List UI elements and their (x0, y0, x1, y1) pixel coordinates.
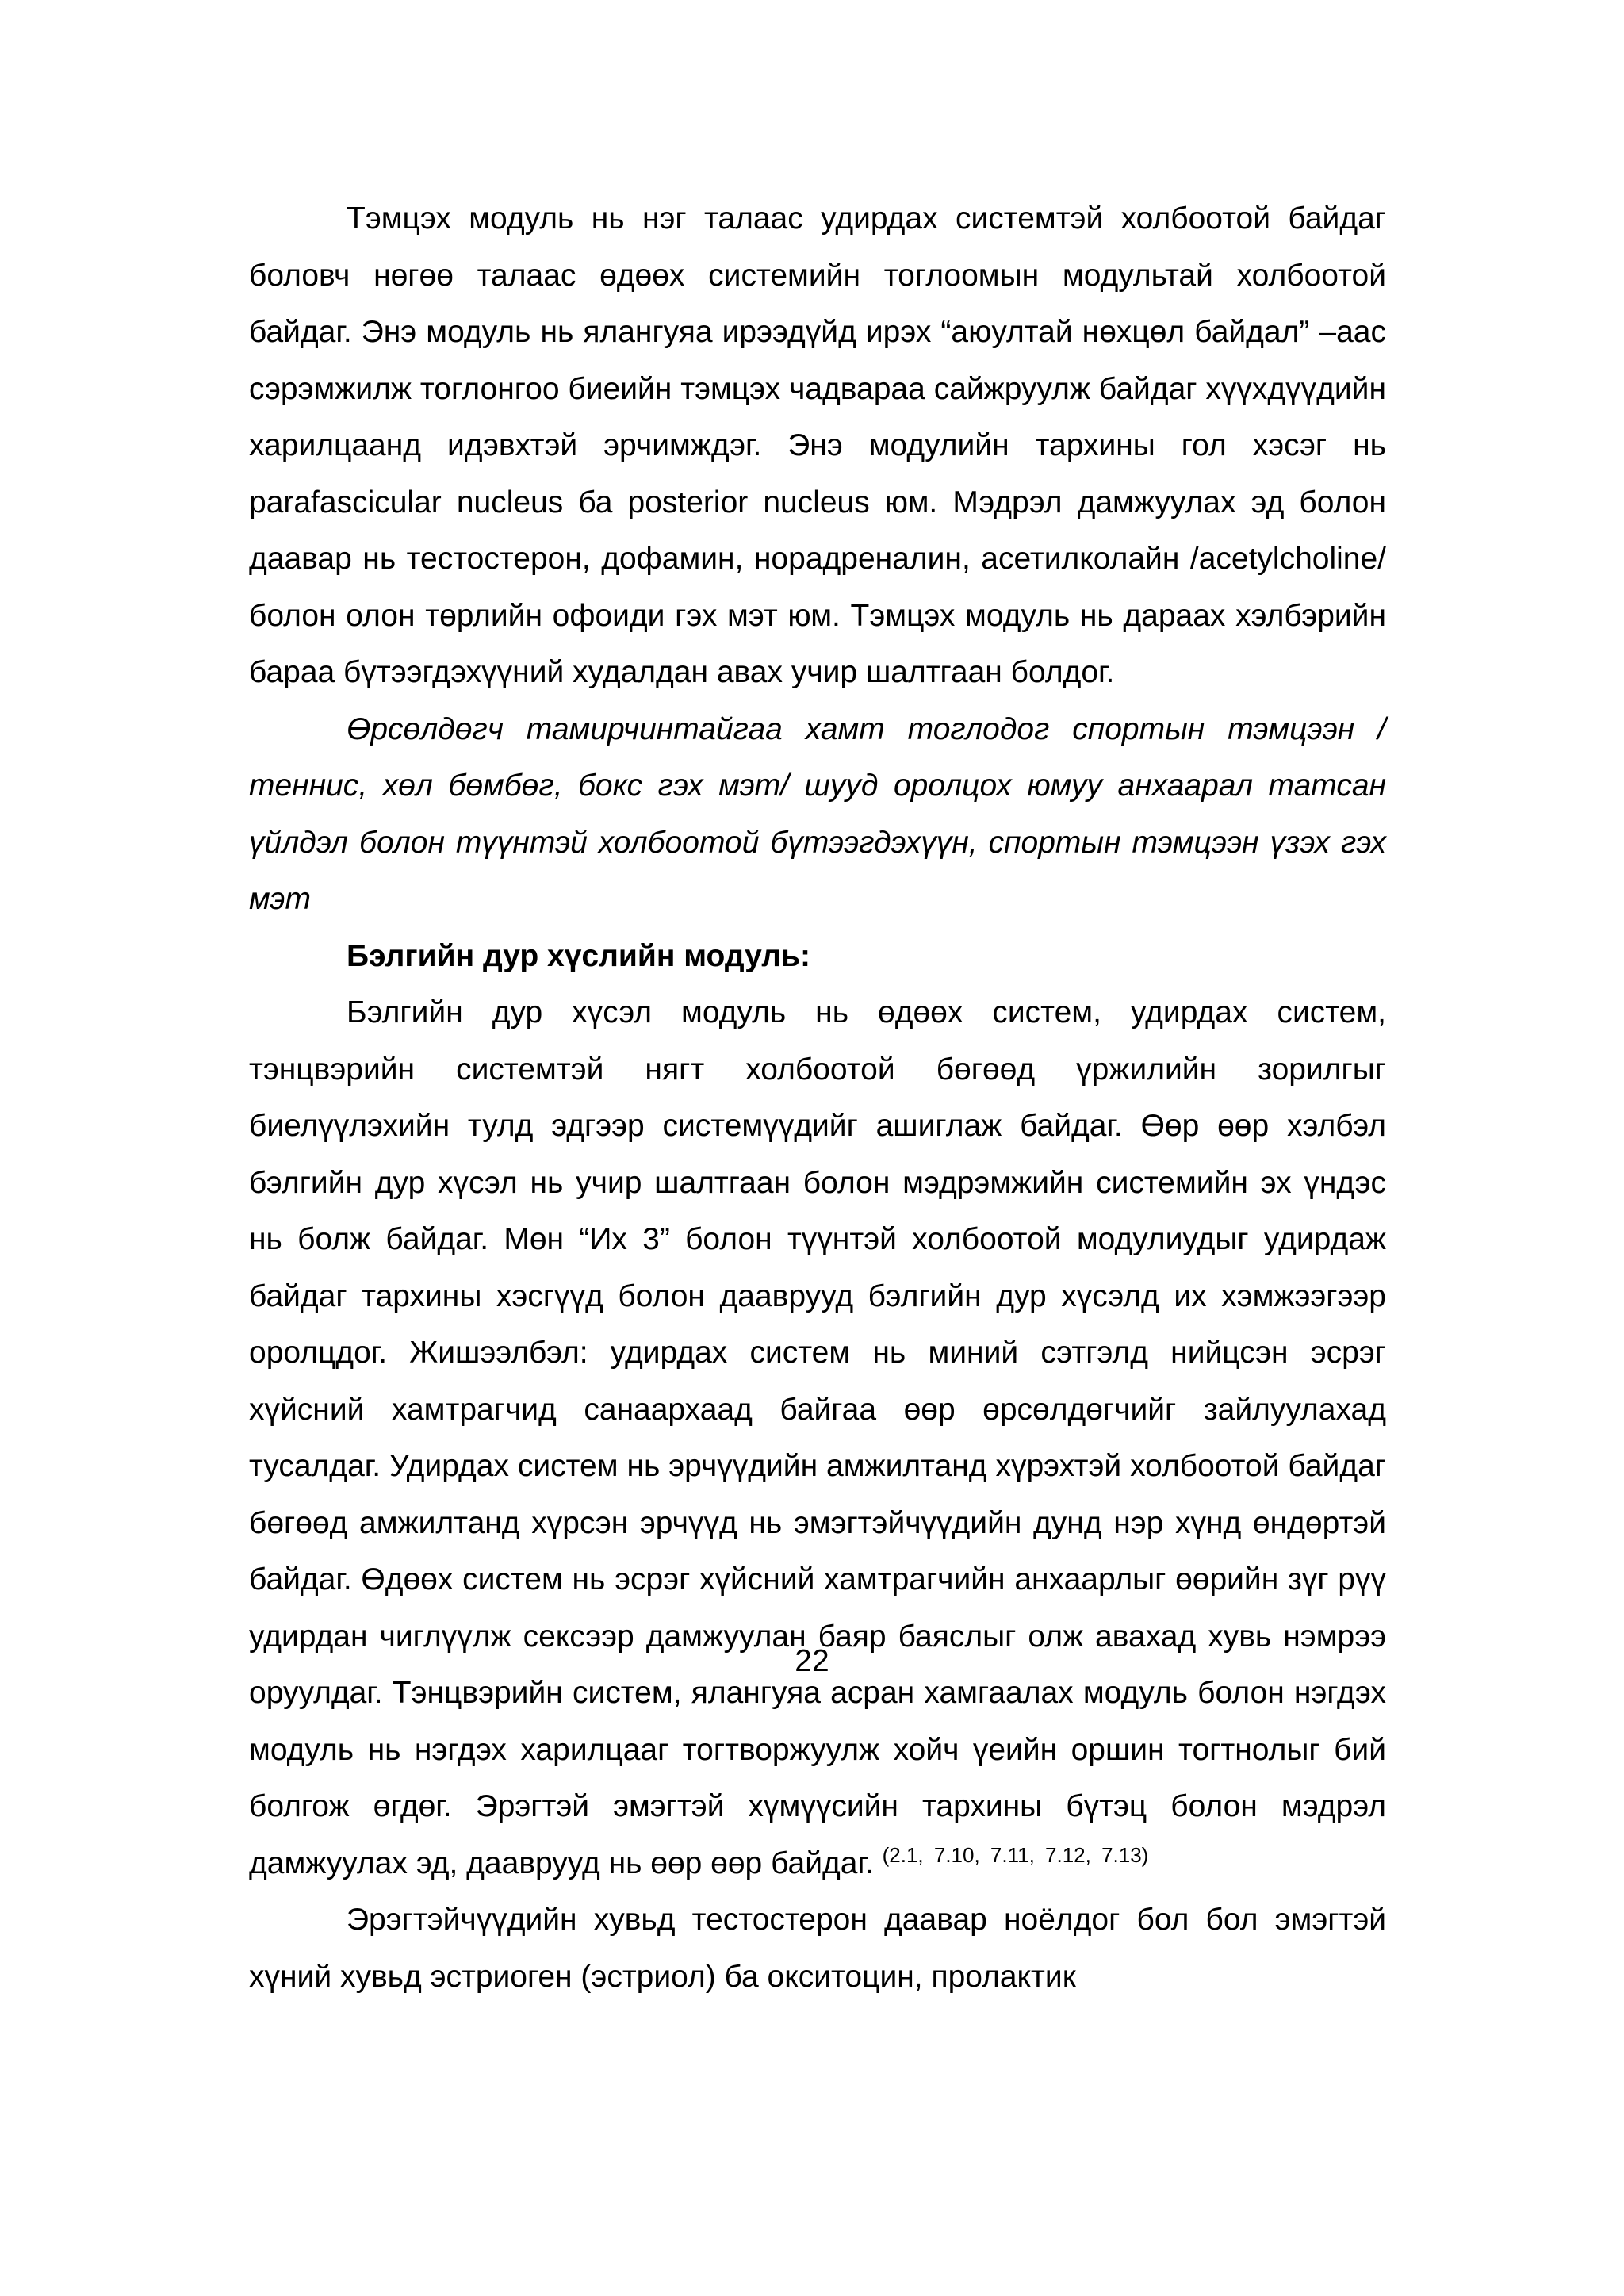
paragraph-fight-module: Тэмцэх модуль нь нэг талаас удирдах системтэй холбоотой байдаг боловч нөгөө талаас өдөөх системийн тоглоомын модультай холбоотой байдаг. Энэ модуль нь ялангуяа ирээдүйд ирэх “аюултай нөхцөл байдал” –аас сэрэмжилж тоглонгоо биеийн тэмцэх чадвараа сайжруулж байдаг хүүхдүүдийн харилцаанд идэвхтэй эрчимждэг. Энэ модулийн тархины гол хэсэг нь parafascicular nucleus ба posterior nucleus юм. Мэдрэл дамжуулах эд болон даавар нь тестостерон, дофамин, норадреналин, асетилколайн /acetylcholine/ болон олон төрлийн офоиди гэх мэт юм. Тэмцэх модуль нь дараах хэлбэрийн бараа бүтээгдэхүүний худалдан авах учир шалтгаан болдог. (249, 201, 1386, 689)
document-body (249, 190, 1386, 2005)
paragraph-desire-module (249, 984, 1386, 1892)
section-heading: Бэлгийн дур хүслийн модуль: (347, 938, 810, 973)
paragraph-sports-examples: Өрсөлдөгч тамирчинтайгаа хамт тоглодог спортын тэмцээн /теннис, хөл бөмбөг, бокс гэх мэт/ шууд оролцох юмуу анхаарал татсан үйлдэл болон түүнтэй холбоотой бүтээгдэхүүн, спортын тэмцээн үзэх гэх мэт (249, 711, 1386, 916)
citation-reference: (2.1, 7.10, 7.11, 7.12, 7.13) (882, 1842, 1149, 1867)
paragraph-desire-module-text: Бэлгийн дур хүсэл модуль нь өдөөх систем, удирдах систем, тэнцвэрийн системтэй нягт холбоотой бөгөөд үржилийн зорилгыг биелүүлэхийн тулд эдгээр системүүдийг ашиглаж байдаг. Өөр өөр хэлбэл бэлгийн дур хүсэл нь учир шалтгаан болон мэдрэмжийн системийн эх үндэс нь болж байдаг. Мөн “Их 3” болон түүнтэй холбоотой модулиудыг удирдаж байдаг тархины хэсгүүд болон дааврууд бэлгийн дур хүсэлд их хэмжээгээр оролцдог. Жишээлбэл: удирдах систем нь миний сэтгэлд нийцсэн эсрэг хүйсний хамтрагчид санаархаад байгаа өөр өрсөлдөгчийг зайлуулахад тусалдаг. Удирдах систем нь эрчүүдийн амжилтанд хүрэхтэй холбоотой байдаг бөгөөд амжилтанд хүрсэн эрчүүд нь эмэгтэйчүүдийн дунд нэр хүнд өндөртэй байдаг. Өдөөх систем нь эсрэг хүйсний хамтрагчийн анхаарлыг өөрийн зүг рүү удирдан чиглүүлж сексээр дамжуулан баяр баяслыг олж авахад хувь нэмрээ оруулдаг. Тэнцвэрийн систем, ялангуяа асран хамгаалах модуль болон нэгдэх модуль нь нэгдэх харилцааг тогтворжуулж хойч үеийн оршин тогтнолыг бий болгож өгдөг. Эрэгтэй эмэгтэй хүмүүсийн тархины бүтэц болон мэдрэл дамжуулах эд, дааврууд нь өөр өөр байдаг. (249, 995, 1386, 1880)
page-number: 22 (795, 1644, 829, 1678)
paragraph-hormones: Эрэгтэйчүүдийн хувьд тестостерон даавар ноёлдог бол бол эмэгтэй хүний хувьд эстриоген (эстриол) ба окситоцин, пролактик (249, 1903, 1386, 1994)
